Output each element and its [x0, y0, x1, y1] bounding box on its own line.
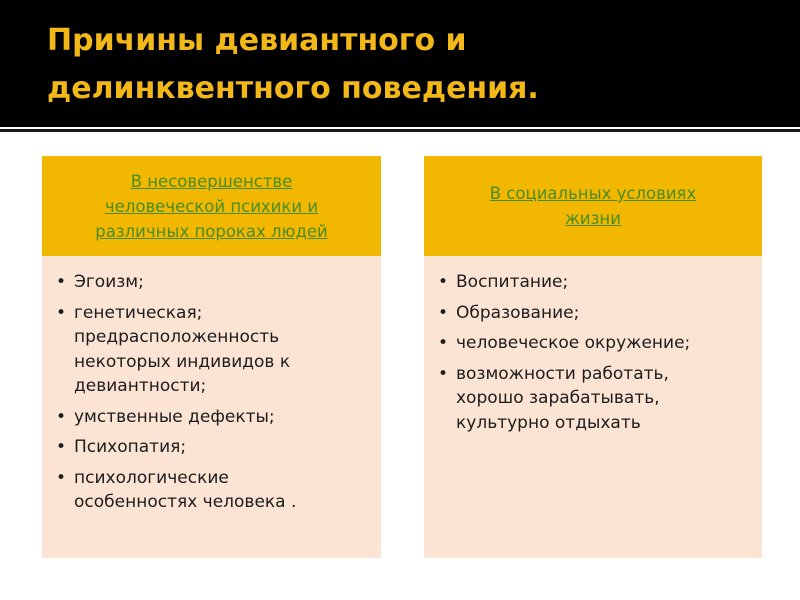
bullet-item — [438, 362, 758, 436]
bullet-text: • возможности работать, — [456, 363, 669, 384]
bullet-text: • Образование; — [456, 302, 580, 323]
bullet-text: хорошо зарабатывать, — [456, 388, 660, 408]
bullet-text: • Воспитание; — [456, 272, 569, 292]
slide-title-line: делинквентного поведения. — [47, 71, 539, 106]
column-heading-link[interactable] — [482, 181, 705, 231]
bullet-text: особенностях человека . — [74, 492, 297, 512]
column-header — [424, 156, 762, 256]
title-divider — [0, 129, 800, 132]
bullet-text: некоторых индивидов к — [74, 351, 291, 372]
bullet-item — [56, 270, 377, 295]
bullet-text: • генетическая; — [74, 302, 203, 323]
bullet-text: • умственные дефекты; — [74, 406, 275, 427]
bullet-list — [56, 270, 377, 521]
column-social — [424, 156, 762, 558]
bullet-text: культурно отдыхать — [456, 412, 641, 433]
bullet-text: девиантности; — [74, 376, 207, 396]
slide-title — [47, 17, 767, 113]
column-heading-line: В социальных условиях — [489, 184, 697, 203]
title-bar — [0, 0, 800, 127]
bullet-text: • Эгоизм; — [74, 272, 144, 292]
bullet-item — [56, 301, 377, 399]
bullet-item — [438, 301, 758, 326]
bullet-text: • психологические — [74, 467, 229, 488]
bullet-item — [438, 331, 758, 356]
column-heading-line: жизни — [565, 209, 621, 228]
column-heading-link[interactable] — [87, 169, 335, 244]
bullet-item — [56, 405, 377, 430]
slide-title-line: Причины девиантного и — [47, 23, 467, 58]
bullet-item — [438, 270, 758, 295]
bullet-text: • человеческое окружение; — [456, 333, 691, 353]
column-header — [42, 156, 381, 256]
column-heading-line: различных пороках людей — [95, 221, 328, 241]
column-heading-line: В несовершенстве — [130, 171, 293, 191]
bullet-text: • Психопатия; — [74, 437, 187, 457]
column-psyche — [42, 156, 381, 558]
bullet-item — [56, 466, 377, 515]
column-heading-line: человеческой психики и — [104, 196, 319, 216]
bullet-text: предрасположенность — [74, 327, 280, 347]
bullet-item — [56, 435, 377, 460]
bullet-list — [438, 270, 758, 441]
